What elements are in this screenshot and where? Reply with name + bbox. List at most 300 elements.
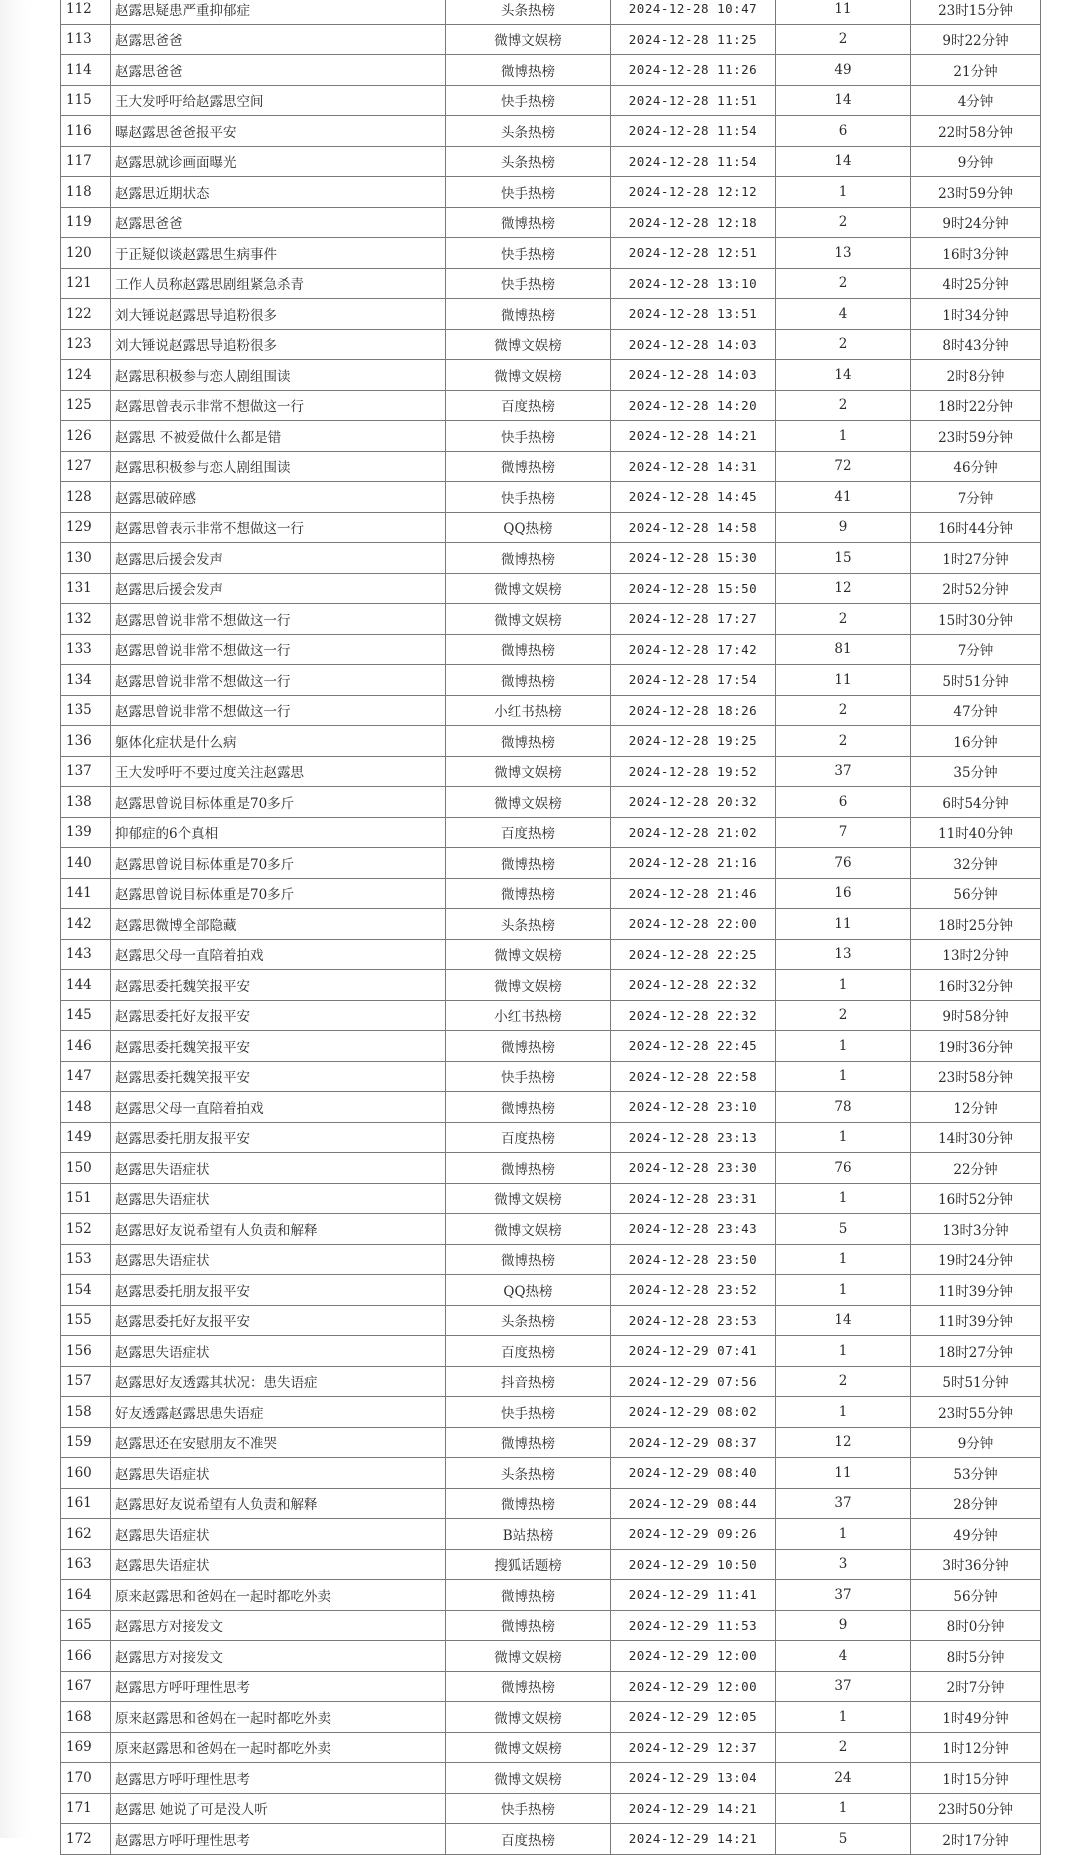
on-list-duration-cell: 13时3分钟 bbox=[911, 1214, 1041, 1245]
list-time-cell: 2024-12-28 18:26 bbox=[611, 695, 776, 726]
document-page bbox=[60, 0, 1040, 1855]
peak-rank-cell: 14 bbox=[776, 360, 911, 391]
on-list-duration-cell: 1时15分钟 bbox=[911, 1763, 1041, 1794]
on-list-duration-cell: 15时30分钟 bbox=[911, 604, 1041, 635]
source-platform-cell: 快手热榜 bbox=[446, 1061, 611, 1092]
row-number-cell: 114 bbox=[61, 55, 111, 86]
topic-title-cell: 赵露思积极参与恋人剧组围读 bbox=[111, 451, 446, 482]
on-list-duration-cell: 16时44分钟 bbox=[911, 512, 1041, 543]
on-list-duration-cell: 18时22分钟 bbox=[911, 390, 1041, 421]
peak-rank-cell: 4 bbox=[776, 299, 911, 330]
table-row bbox=[61, 1000, 1041, 1031]
row-number-cell: 124 bbox=[61, 360, 111, 391]
list-time-cell: 2024-12-29 13:04 bbox=[611, 1763, 776, 1794]
table-row bbox=[61, 24, 1041, 55]
topic-title-cell: 王大发呼吁不要过度关注赵露思 bbox=[111, 756, 446, 787]
source-platform-cell: 快手热榜 bbox=[446, 268, 611, 299]
on-list-duration-cell: 9分钟 bbox=[911, 146, 1041, 177]
topic-title-cell: 赵露思委托好友报平安 bbox=[111, 1305, 446, 1336]
on-list-duration-cell: 14时30分钟 bbox=[911, 1122, 1041, 1153]
row-number-cell: 119 bbox=[61, 207, 111, 238]
table-row bbox=[61, 756, 1041, 787]
peak-rank-cell: 37 bbox=[776, 756, 911, 787]
row-number-cell: 151 bbox=[61, 1183, 111, 1214]
list-time-cell: 2024-12-28 11:25 bbox=[611, 24, 776, 55]
source-platform-cell: 微博热榜 bbox=[446, 451, 611, 482]
row-number-cell: 144 bbox=[61, 970, 111, 1001]
source-platform-cell: QQ热榜 bbox=[446, 512, 611, 543]
source-platform-cell: 微博热榜 bbox=[446, 848, 611, 879]
row-number-cell: 166 bbox=[61, 1641, 111, 1672]
topic-title-cell: 赵露思方对接发文 bbox=[111, 1610, 446, 1641]
topic-title-cell: 刘大锤说赵露思导追粉很多 bbox=[111, 329, 446, 360]
table-row bbox=[61, 299, 1041, 330]
list-time-cell: 2024-12-28 12:12 bbox=[611, 177, 776, 208]
table-row bbox=[61, 85, 1041, 116]
topic-title-cell: 赵露思爸爸 bbox=[111, 55, 446, 86]
on-list-duration-cell: 3时36分钟 bbox=[911, 1549, 1041, 1580]
source-platform-cell: 微博热榜 bbox=[446, 1610, 611, 1641]
on-list-duration-cell: 47分钟 bbox=[911, 695, 1041, 726]
topic-title-cell: 赵露思爸爸 bbox=[111, 24, 446, 55]
source-platform-cell: 头条热榜 bbox=[446, 1458, 611, 1489]
table-row bbox=[61, 1183, 1041, 1214]
list-time-cell: 2024-12-28 22:45 bbox=[611, 1031, 776, 1062]
row-number-cell: 138 bbox=[61, 787, 111, 818]
table-row bbox=[61, 909, 1041, 940]
on-list-duration-cell: 21分钟 bbox=[911, 55, 1041, 86]
list-time-cell: 2024-12-28 20:32 bbox=[611, 787, 776, 818]
list-time-cell: 2024-12-29 14:21 bbox=[611, 1824, 776, 1855]
source-platform-cell: 快手热榜 bbox=[446, 177, 611, 208]
topic-title-cell: 躯体化症状是什么病 bbox=[111, 726, 446, 757]
topic-title-cell: 赵露思委托魏笑报平安 bbox=[111, 970, 446, 1001]
row-number-cell: 167 bbox=[61, 1671, 111, 1702]
source-platform-cell: 微博文娱榜 bbox=[446, 604, 611, 635]
topic-title-cell: 好友透露赵露思患失语症 bbox=[111, 1397, 446, 1428]
row-number-cell: 140 bbox=[61, 848, 111, 879]
source-platform-cell: 微博热榜 bbox=[446, 1244, 611, 1275]
source-platform-cell: 微博文娱榜 bbox=[446, 1763, 611, 1794]
list-time-cell: 2024-12-28 22:25 bbox=[611, 939, 776, 970]
row-number-cell: 125 bbox=[61, 390, 111, 421]
list-time-cell: 2024-12-28 23:30 bbox=[611, 1153, 776, 1184]
table-row bbox=[61, 634, 1041, 665]
row-number-cell: 165 bbox=[61, 1610, 111, 1641]
row-number-cell: 163 bbox=[61, 1549, 111, 1580]
list-time-cell: 2024-12-28 13:51 bbox=[611, 299, 776, 330]
source-platform-cell: 微博文娱榜 bbox=[446, 756, 611, 787]
row-number-cell: 141 bbox=[61, 878, 111, 909]
peak-rank-cell: 78 bbox=[776, 1092, 911, 1123]
peak-rank-cell: 12 bbox=[776, 573, 911, 604]
topic-title-cell: 赵露思好友透露其状况：患失语症 bbox=[111, 1366, 446, 1397]
on-list-duration-cell: 16时32分钟 bbox=[911, 970, 1041, 1001]
source-platform-cell: 抖音热榜 bbox=[446, 1366, 611, 1397]
topic-title-cell: 工作人员称赵露思剧组紧急杀青 bbox=[111, 268, 446, 299]
peak-rank-cell: 7 bbox=[776, 817, 911, 848]
on-list-duration-cell: 7分钟 bbox=[911, 634, 1041, 665]
peak-rank-cell: 2 bbox=[776, 604, 911, 635]
row-number-cell: 147 bbox=[61, 1061, 111, 1092]
peak-rank-cell: 11 bbox=[776, 665, 911, 696]
table-row bbox=[61, 939, 1041, 970]
list-time-cell: 2024-12-28 21:02 bbox=[611, 817, 776, 848]
peak-rank-cell: 9 bbox=[776, 512, 911, 543]
row-number-cell: 154 bbox=[61, 1275, 111, 1306]
topic-title-cell: 赵露思曾表示非常不想做这一行 bbox=[111, 512, 446, 543]
on-list-duration-cell: 2时7分钟 bbox=[911, 1671, 1041, 1702]
row-number-cell: 112 bbox=[61, 0, 111, 24]
table-row bbox=[61, 726, 1041, 757]
row-number-cell: 153 bbox=[61, 1244, 111, 1275]
source-platform-cell: 百度热榜 bbox=[446, 1336, 611, 1367]
row-number-cell: 152 bbox=[61, 1214, 111, 1245]
table-row bbox=[61, 1305, 1041, 1336]
row-number-cell: 116 bbox=[61, 116, 111, 147]
source-platform-cell: 头条热榜 bbox=[446, 0, 611, 24]
list-time-cell: 2024-12-29 08:02 bbox=[611, 1397, 776, 1428]
on-list-duration-cell: 23时55分钟 bbox=[911, 1397, 1041, 1428]
source-platform-cell: 小红书热榜 bbox=[446, 1000, 611, 1031]
topic-title-cell: 赵露思 不被爱做什么都是错 bbox=[111, 421, 446, 452]
on-list-duration-cell: 53分钟 bbox=[911, 1458, 1041, 1489]
peak-rank-cell: 37 bbox=[776, 1488, 911, 1519]
table-row bbox=[61, 1061, 1041, 1092]
source-platform-cell: 头条热榜 bbox=[446, 1305, 611, 1336]
topic-title-cell: 赵露思后援会发声 bbox=[111, 573, 446, 604]
peak-rank-cell: 1 bbox=[776, 1122, 911, 1153]
on-list-duration-cell: 23时15分钟 bbox=[911, 0, 1041, 24]
list-time-cell: 2024-12-28 23:13 bbox=[611, 1122, 776, 1153]
list-time-cell: 2024-12-28 23:10 bbox=[611, 1092, 776, 1123]
peak-rank-cell: 1 bbox=[776, 177, 911, 208]
row-number-cell: 129 bbox=[61, 512, 111, 543]
list-time-cell: 2024-12-29 11:53 bbox=[611, 1610, 776, 1641]
topic-title-cell: 原来赵露思和爸妈在一起时都吃外卖 bbox=[111, 1702, 446, 1733]
on-list-duration-cell: 56分钟 bbox=[911, 878, 1041, 909]
table-row bbox=[61, 116, 1041, 147]
row-number-cell: 148 bbox=[61, 1092, 111, 1123]
row-number-cell: 169 bbox=[61, 1732, 111, 1763]
row-number-cell: 132 bbox=[61, 604, 111, 635]
topic-title-cell: 赵露思方呼吁理性思考 bbox=[111, 1671, 446, 1702]
source-platform-cell: 微博热榜 bbox=[446, 665, 611, 696]
on-list-duration-cell: 46分钟 bbox=[911, 451, 1041, 482]
row-number-cell: 157 bbox=[61, 1366, 111, 1397]
table-row bbox=[61, 1641, 1041, 1672]
list-time-cell: 2024-12-28 21:16 bbox=[611, 848, 776, 879]
source-platform-cell: 微博文娱榜 bbox=[446, 329, 611, 360]
list-time-cell: 2024-12-28 22:00 bbox=[611, 909, 776, 940]
source-platform-cell: 快手热榜 bbox=[446, 482, 611, 513]
table-row bbox=[61, 665, 1041, 696]
list-time-cell: 2024-12-28 22:32 bbox=[611, 970, 776, 1001]
peak-rank-cell: 2 bbox=[776, 268, 911, 299]
topic-title-cell: 赵露思还在安慰朋友不准哭 bbox=[111, 1427, 446, 1458]
list-time-cell: 2024-12-29 12:05 bbox=[611, 1702, 776, 1733]
list-time-cell: 2024-12-29 14:21 bbox=[611, 1793, 776, 1824]
on-list-duration-cell: 11时39分钟 bbox=[911, 1305, 1041, 1336]
list-time-cell: 2024-12-29 10:50 bbox=[611, 1549, 776, 1580]
source-platform-cell: 百度热榜 bbox=[446, 817, 611, 848]
peak-rank-cell: 11 bbox=[776, 1458, 911, 1489]
table-row bbox=[61, 1519, 1041, 1550]
list-time-cell: 2024-12-28 14:03 bbox=[611, 329, 776, 360]
on-list-duration-cell: 16时3分钟 bbox=[911, 238, 1041, 269]
row-number-cell: 134 bbox=[61, 665, 111, 696]
table-row bbox=[61, 1458, 1041, 1489]
source-platform-cell: 头条热榜 bbox=[446, 116, 611, 147]
on-list-duration-cell: 2时8分钟 bbox=[911, 360, 1041, 391]
peak-rank-cell: 11 bbox=[776, 0, 911, 24]
row-number-cell: 113 bbox=[61, 24, 111, 55]
topic-title-cell: 曝赵露思爸爸报平安 bbox=[111, 116, 446, 147]
row-number-cell: 118 bbox=[61, 177, 111, 208]
list-time-cell: 2024-12-28 23:50 bbox=[611, 1244, 776, 1275]
row-number-cell: 121 bbox=[61, 268, 111, 299]
list-time-cell: 2024-12-28 17:54 bbox=[611, 665, 776, 696]
peak-rank-cell: 41 bbox=[776, 482, 911, 513]
row-number-cell: 162 bbox=[61, 1519, 111, 1550]
topic-title-cell: 赵露思委托魏笑报平安 bbox=[111, 1031, 446, 1062]
topic-title-cell: 赵露思后援会发声 bbox=[111, 543, 446, 574]
peak-rank-cell: 1 bbox=[776, 970, 911, 1001]
peak-rank-cell: 1 bbox=[776, 1397, 911, 1428]
on-list-duration-cell: 49分钟 bbox=[911, 1519, 1041, 1550]
row-number-cell: 115 bbox=[61, 85, 111, 116]
peak-rank-cell: 1 bbox=[776, 1061, 911, 1092]
topic-title-cell: 赵露思曾表示非常不想做这一行 bbox=[111, 390, 446, 421]
peak-rank-cell: 2 bbox=[776, 1000, 911, 1031]
source-platform-cell: 微博热榜 bbox=[446, 1153, 611, 1184]
on-list-duration-cell: 2时52分钟 bbox=[911, 573, 1041, 604]
table-row bbox=[61, 817, 1041, 848]
on-list-duration-cell: 18时27分钟 bbox=[911, 1336, 1041, 1367]
list-time-cell: 2024-12-29 07:41 bbox=[611, 1336, 776, 1367]
table-row bbox=[61, 390, 1041, 421]
on-list-duration-cell: 23时59分钟 bbox=[911, 421, 1041, 452]
table-row bbox=[61, 268, 1041, 299]
list-time-cell: 2024-12-28 19:52 bbox=[611, 756, 776, 787]
source-platform-cell: QQ热榜 bbox=[446, 1275, 611, 1306]
topic-title-cell: 原来赵露思和爸妈在一起时都吃外卖 bbox=[111, 1580, 446, 1611]
peak-rank-cell: 2 bbox=[776, 24, 911, 55]
row-number-cell: 131 bbox=[61, 573, 111, 604]
row-number-cell: 137 bbox=[61, 756, 111, 787]
list-time-cell: 2024-12-28 12:51 bbox=[611, 238, 776, 269]
hot-search-table bbox=[60, 0, 1041, 1855]
peak-rank-cell: 76 bbox=[776, 848, 911, 879]
peak-rank-cell: 1 bbox=[776, 1336, 911, 1367]
list-time-cell: 2024-12-29 08:40 bbox=[611, 1458, 776, 1489]
table-row bbox=[61, 1549, 1041, 1580]
row-number-cell: 128 bbox=[61, 482, 111, 513]
peak-rank-cell: 2 bbox=[776, 1732, 911, 1763]
on-list-duration-cell: 23时59分钟 bbox=[911, 177, 1041, 208]
topic-title-cell: 赵露思委托朋友报平安 bbox=[111, 1275, 446, 1306]
list-time-cell: 2024-12-28 15:50 bbox=[611, 573, 776, 604]
topic-title-cell: 刘大锤说赵露思导追粉很多 bbox=[111, 299, 446, 330]
topic-title-cell: 赵露思曾说非常不想做这一行 bbox=[111, 695, 446, 726]
table-row bbox=[61, 238, 1041, 269]
row-number-cell: 123 bbox=[61, 329, 111, 360]
source-platform-cell: 快手热榜 bbox=[446, 421, 611, 452]
topic-title-cell: 赵露思曾说目标体重是70多斤 bbox=[111, 787, 446, 818]
topic-title-cell: 原来赵露思和爸妈在一起时都吃外卖 bbox=[111, 1732, 446, 1763]
topic-title-cell: 赵露思父母一直陪着拍戏 bbox=[111, 939, 446, 970]
row-number-cell: 127 bbox=[61, 451, 111, 482]
peak-rank-cell: 15 bbox=[776, 543, 911, 574]
source-platform-cell: 微博文娱榜 bbox=[446, 573, 611, 604]
on-list-duration-cell: 16分钟 bbox=[911, 726, 1041, 757]
row-number-cell: 145 bbox=[61, 1000, 111, 1031]
topic-title-cell: 赵露思疑患严重抑郁症 bbox=[111, 0, 446, 24]
row-number-cell: 171 bbox=[61, 1793, 111, 1824]
peak-rank-cell: 2 bbox=[776, 207, 911, 238]
list-time-cell: 2024-12-29 08:37 bbox=[611, 1427, 776, 1458]
row-number-cell: 158 bbox=[61, 1397, 111, 1428]
peak-rank-cell: 1 bbox=[776, 1793, 911, 1824]
topic-title-cell: 赵露思近期状态 bbox=[111, 177, 446, 208]
topic-title-cell: 赵露思委托朋友报平安 bbox=[111, 1122, 446, 1153]
peak-rank-cell: 37 bbox=[776, 1671, 911, 1702]
list-time-cell: 2024-12-28 14:21 bbox=[611, 421, 776, 452]
row-number-cell: 135 bbox=[61, 695, 111, 726]
source-platform-cell: 微博文娱榜 bbox=[446, 1183, 611, 1214]
row-number-cell: 146 bbox=[61, 1031, 111, 1062]
topic-title-cell: 赵露思失语症状 bbox=[111, 1549, 446, 1580]
table-row bbox=[61, 177, 1041, 208]
peak-rank-cell: 5 bbox=[776, 1214, 911, 1245]
peak-rank-cell: 1 bbox=[776, 1702, 911, 1733]
table-row bbox=[61, 878, 1041, 909]
peak-rank-cell: 1 bbox=[776, 1031, 911, 1062]
list-time-cell: 2024-12-28 14:45 bbox=[611, 482, 776, 513]
on-list-duration-cell: 5时51分钟 bbox=[911, 665, 1041, 696]
on-list-duration-cell: 56分钟 bbox=[911, 1580, 1041, 1611]
source-platform-cell: 百度热榜 bbox=[446, 1824, 611, 1855]
row-number-cell: 139 bbox=[61, 817, 111, 848]
peak-rank-cell: 11 bbox=[776, 909, 911, 940]
topic-title-cell: 赵露思曾说非常不想做这一行 bbox=[111, 604, 446, 635]
row-number-cell: 159 bbox=[61, 1427, 111, 1458]
on-list-duration-cell: 8时0分钟 bbox=[911, 1610, 1041, 1641]
row-number-cell: 155 bbox=[61, 1305, 111, 1336]
table-row bbox=[61, 1031, 1041, 1062]
peak-rank-cell: 13 bbox=[776, 238, 911, 269]
table-row bbox=[61, 848, 1041, 879]
table-row bbox=[61, 1397, 1041, 1428]
peak-rank-cell: 2 bbox=[776, 1366, 911, 1397]
peak-rank-cell: 14 bbox=[776, 85, 911, 116]
topic-title-cell: 赵露思好友说希望有人负责和解释 bbox=[111, 1214, 446, 1245]
table-row bbox=[61, 1244, 1041, 1275]
list-time-cell: 2024-12-28 17:27 bbox=[611, 604, 776, 635]
peak-rank-cell: 16 bbox=[776, 878, 911, 909]
table-row bbox=[61, 482, 1041, 513]
list-time-cell: 2024-12-28 11:26 bbox=[611, 55, 776, 86]
table-row bbox=[61, 604, 1041, 635]
on-list-duration-cell: 9时58分钟 bbox=[911, 1000, 1041, 1031]
table-row bbox=[61, 207, 1041, 238]
topic-title-cell: 赵露思父母一直陪着拍戏 bbox=[111, 1092, 446, 1123]
source-platform-cell: 快手热榜 bbox=[446, 1397, 611, 1428]
topic-title-cell: 于正疑似谈赵露思生病事件 bbox=[111, 238, 446, 269]
on-list-duration-cell: 6时54分钟 bbox=[911, 787, 1041, 818]
list-time-cell: 2024-12-29 07:56 bbox=[611, 1366, 776, 1397]
topic-title-cell: 赵露思 她说了可是没人听 bbox=[111, 1793, 446, 1824]
on-list-duration-cell: 9分钟 bbox=[911, 1427, 1041, 1458]
list-time-cell: 2024-12-28 14:20 bbox=[611, 390, 776, 421]
row-number-cell: 130 bbox=[61, 543, 111, 574]
table-row bbox=[61, 1153, 1041, 1184]
source-platform-cell: 微博热榜 bbox=[446, 1580, 611, 1611]
list-time-cell: 2024-12-28 19:25 bbox=[611, 726, 776, 757]
on-list-duration-cell: 9时22分钟 bbox=[911, 24, 1041, 55]
list-time-cell: 2024-12-28 23:43 bbox=[611, 1214, 776, 1245]
source-platform-cell: 微博热榜 bbox=[446, 726, 611, 757]
peak-rank-cell: 37 bbox=[776, 1580, 911, 1611]
source-platform-cell: 微博文娱榜 bbox=[446, 360, 611, 391]
table-row bbox=[61, 1793, 1041, 1824]
list-time-cell: 2024-12-29 09:26 bbox=[611, 1519, 776, 1550]
list-time-cell: 2024-12-29 08:44 bbox=[611, 1488, 776, 1519]
row-number-cell: 126 bbox=[61, 421, 111, 452]
table-row bbox=[61, 1214, 1041, 1245]
on-list-duration-cell: 8时43分钟 bbox=[911, 329, 1041, 360]
list-time-cell: 2024-12-28 17:42 bbox=[611, 634, 776, 665]
table-row bbox=[61, 1580, 1041, 1611]
row-number-cell: 168 bbox=[61, 1702, 111, 1733]
row-number-cell: 142 bbox=[61, 909, 111, 940]
row-number-cell: 150 bbox=[61, 1153, 111, 1184]
peak-rank-cell: 76 bbox=[776, 1153, 911, 1184]
list-time-cell: 2024-12-28 21:46 bbox=[611, 878, 776, 909]
list-time-cell: 2024-12-29 12:00 bbox=[611, 1671, 776, 1702]
peak-rank-cell: 14 bbox=[776, 1305, 911, 1336]
list-time-cell: 2024-12-28 13:10 bbox=[611, 268, 776, 299]
list-time-cell: 2024-12-28 22:58 bbox=[611, 1061, 776, 1092]
source-platform-cell: 微博热榜 bbox=[446, 1671, 611, 1702]
table-row bbox=[61, 0, 1041, 24]
peak-rank-cell: 4 bbox=[776, 1641, 911, 1672]
on-list-duration-cell: 32分钟 bbox=[911, 848, 1041, 879]
topic-title-cell: 赵露思就诊画面曝光 bbox=[111, 146, 446, 177]
peak-rank-cell: 1 bbox=[776, 1183, 911, 1214]
source-platform-cell: 头条热榜 bbox=[446, 146, 611, 177]
peak-rank-cell: 1 bbox=[776, 1244, 911, 1275]
topic-title-cell: 赵露思曾说非常不想做这一行 bbox=[111, 665, 446, 696]
table-row bbox=[61, 1366, 1041, 1397]
list-time-cell: 2024-12-28 23:31 bbox=[611, 1183, 776, 1214]
source-platform-cell: 百度热榜 bbox=[446, 390, 611, 421]
row-number-cell: 136 bbox=[61, 726, 111, 757]
peak-rank-cell: 2 bbox=[776, 329, 911, 360]
row-number-cell: 122 bbox=[61, 299, 111, 330]
source-platform-cell: 搜狐话题榜 bbox=[446, 1549, 611, 1580]
table-body bbox=[61, 0, 1041, 1854]
on-list-duration-cell: 7分钟 bbox=[911, 482, 1041, 513]
list-time-cell: 2024-12-28 14:03 bbox=[611, 360, 776, 391]
table-row bbox=[61, 1336, 1041, 1367]
peak-rank-cell: 12 bbox=[776, 1427, 911, 1458]
list-time-cell: 2024-12-28 23:52 bbox=[611, 1275, 776, 1306]
peak-rank-cell: 5 bbox=[776, 1824, 911, 1855]
table-row bbox=[61, 787, 1041, 818]
on-list-duration-cell: 1时49分钟 bbox=[911, 1702, 1041, 1733]
table-row bbox=[61, 421, 1041, 452]
